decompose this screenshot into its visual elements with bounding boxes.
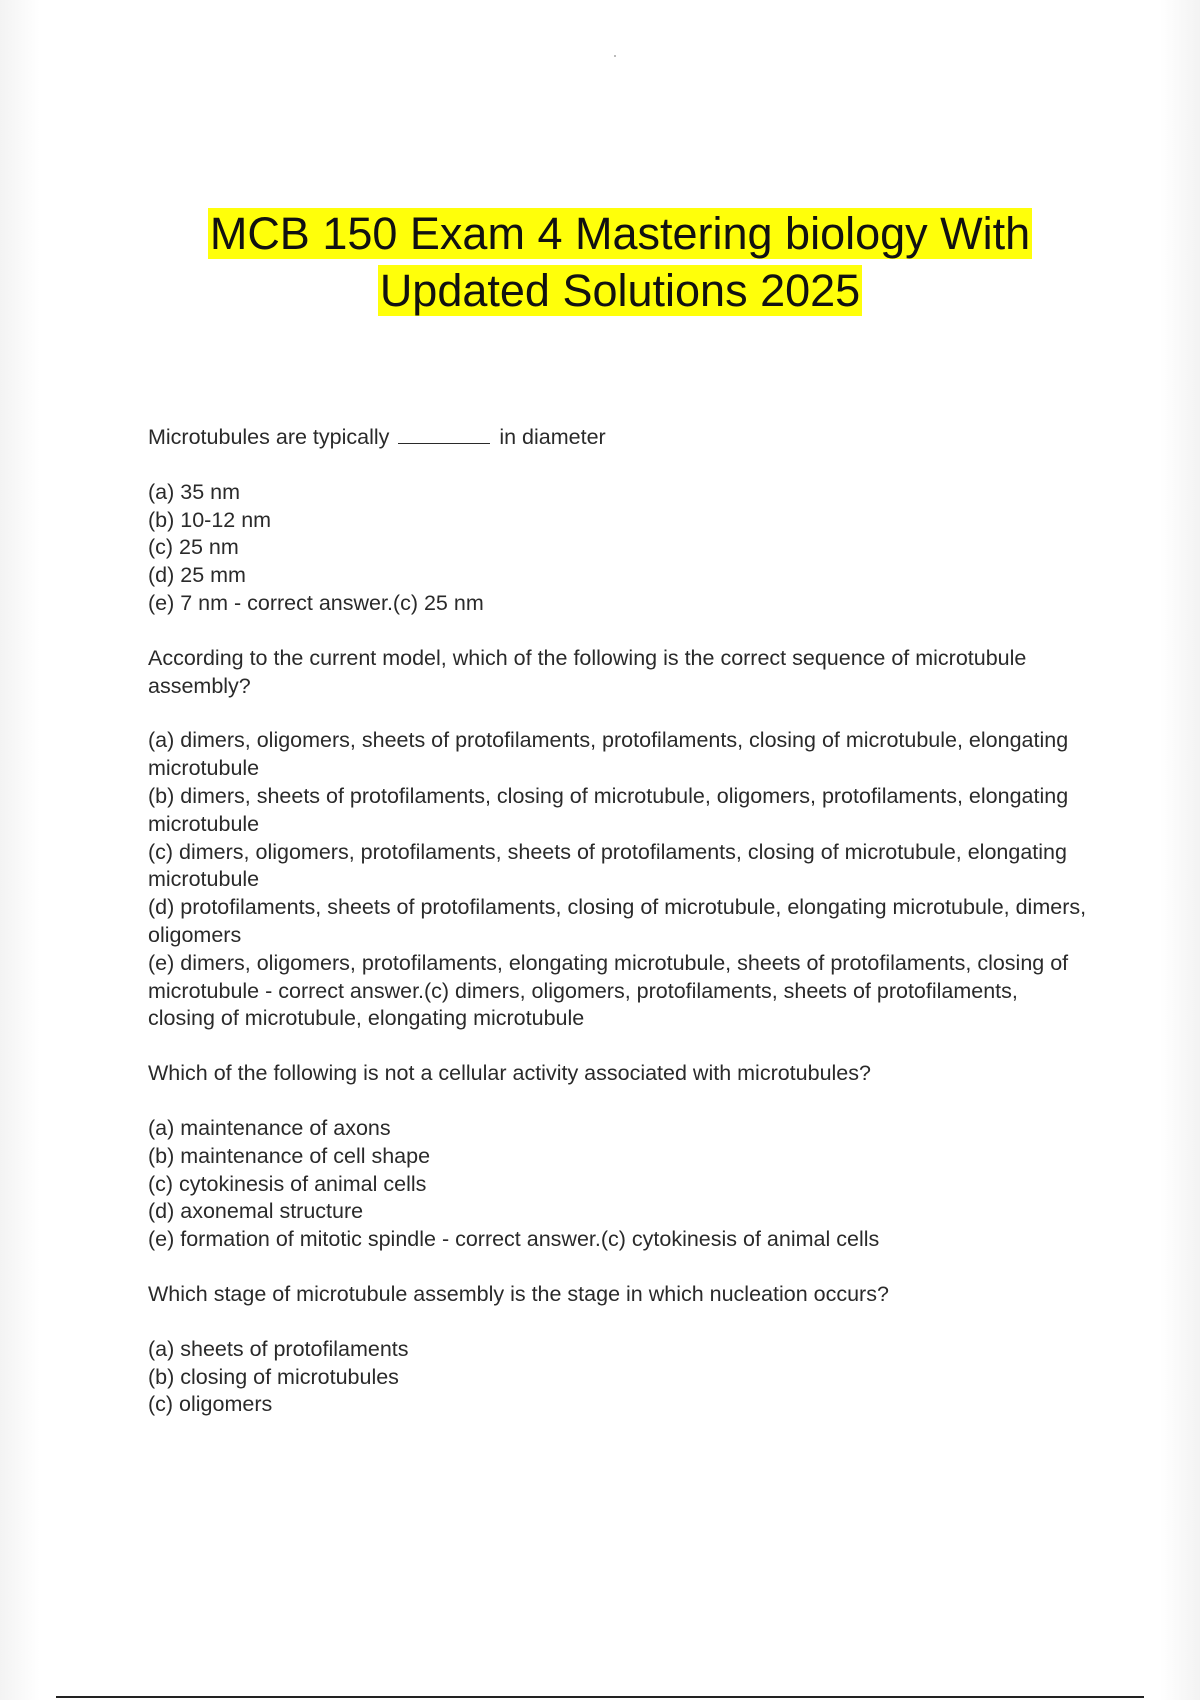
option-item: (c) 25 nm	[148, 535, 239, 560]
option-item: (a) maintenance of axons	[148, 1115, 391, 1140]
option-item: (d) axonemal structure	[148, 1199, 364, 1224]
option-item: (c) oligomers	[148, 1392, 273, 1417]
title-line-2: Updated Solutions 2025	[379, 265, 861, 316]
title-line-1: MCB 150 Exam 4 Mastering biology With	[209, 208, 1031, 259]
option-item: (a) sheets of protofilaments	[148, 1336, 409, 1361]
scan-speck	[614, 55, 616, 57]
footer-divider	[56, 1696, 1144, 1698]
option-item-answer: (e) dimers, oligomers, protofilaments, elongating microtubule, sheets of protofilaments, closing of microtubule - correct answer.(c) dimers, oligomers, protofilaments, sheets of protofilaments, closing of microtubule, elongating microtubule	[148, 950, 1069, 1031]
option-item: (c) cytokinesis of animal cells	[148, 1171, 427, 1196]
question-1-options	[148, 479, 1088, 618]
option-item: (b) dimers, sheets of protofilaments, closing of microtubule, oligomers, protofilaments, elongating microtubule	[148, 783, 1069, 836]
questions-section	[148, 424, 1088, 1446]
option-item: (d) 25 mm	[148, 563, 246, 588]
option-item-answer: (e) 7 nm - correct answer.(c) 25 nm	[148, 590, 484, 615]
question-2-options	[148, 727, 1088, 1033]
question-2-stem: According to the current model, which of the following is the correct sequence of microtubule assembly?	[148, 645, 1027, 698]
question-1-stem-before: Microtubules are typically	[148, 425, 390, 449]
option-item: (c) dimers, oligomers, protofilaments, sheets of protofilaments, closing of microtubule, elongating microtubule	[148, 839, 1067, 892]
option-item: (d) protofilaments, sheets of protofilaments, closing of microtubule, elongating microtubule, dimers, oligomers	[148, 895, 1087, 947]
option-item: (b) 10-12 nm	[148, 507, 272, 532]
fill-in-blank	[398, 425, 490, 444]
question-3-stem: Which of the following is not a cellular activity associated with microtubules?	[148, 1061, 871, 1086]
option-item: (a) 35 nm	[148, 479, 241, 504]
option-item-answer: (e) formation of mitotic spindle - correct answer.(c) cytokinesis of animal cells	[148, 1227, 880, 1252]
option-item: (a) dimers, oligomers, sheets of protofilaments, protofilaments, closing of microtubule, elongating microtubule	[148, 728, 1069, 781]
question-1-stem-after: in diameter	[499, 425, 606, 449]
question-4-stem: Which stage of microtubule assembly is the stage in which nucleation occurs?	[148, 1281, 889, 1306]
option-item: (b) maintenance of cell shape	[148, 1143, 431, 1168]
document-title	[0, 205, 1200, 319]
question-1-stem	[148, 424, 1088, 452]
question-4-options	[148, 1336, 1088, 1419]
option-item: (b) closing of microtubules	[148, 1364, 399, 1389]
question-3-options	[148, 1115, 1088, 1254]
